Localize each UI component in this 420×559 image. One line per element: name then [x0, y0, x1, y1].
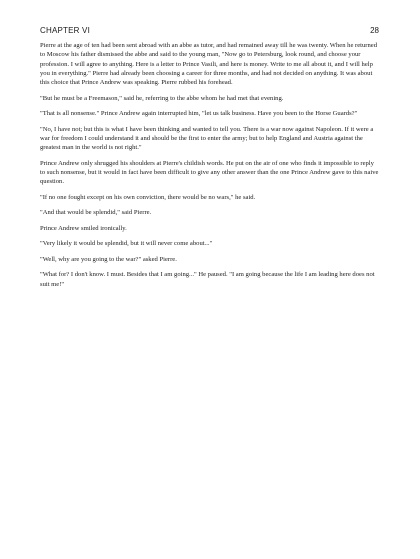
page-number: 28: [370, 26, 379, 35]
paragraph: "Very likely it would be splendid, but it will never come about...": [40, 240, 213, 248]
chapter-heading: CHAPTER VI: [40, 26, 91, 35]
paragraph: Prince Andrew only shrugged his shoulders at Pierre's childish words. He put on the air of one who finds it impossible to reply to such nonsense, but it would in fact have been difficult to give any other answer than the one Prince Andrew gave to this naive question.: [40, 159, 379, 186]
paragraph: "No, I have not; but this is what I have been thinking and wanted to tell you. There is a war now against Napoleon. If it were a war for freedom I could understand it and should be the first to enter the army; but to help England and Austria against the greatest man in the world is not right.": [40, 125, 374, 152]
paragraph: Pierre at the age of ten had been sent abroad with an abbe as tutor, and had remained away till he was twenty. When he returned to Moscow his father dismissed the abbe and said to the young man, "Now go to Petersburg, look round, and choose your profession. I will agree to anything. Here is a letter to Prince Vasili, and here is money. Write to me all about it, and I will help you in everything." Pierre had already been choosing a career for three months, and had not decided on anything. It was about this choice that Prince Andrew was speaking. Pierre rubbed his forehead.: [40, 42, 377, 87]
page-body: [40, 41, 380, 295]
paragraph: Prince Andrew smiled ironically.: [40, 224, 127, 232]
paragraph: "And that would be splendid," said Pierre.: [40, 209, 152, 217]
paragraph: "That is all nonsense." Prince Andrew again interrupted him, "let us talk business. Have you been to the Horse Guards?": [40, 110, 358, 118]
paragraph: "What for? I don't know. I must. Besides that I am going..." He paused. "I am going because the life I am leading here does not suit me!": [40, 271, 375, 288]
paragraph: "But he must be a Freemason," said he, referring to the abbe whom he had met that evening.: [40, 94, 284, 102]
paragraph: "If no one fought except on his own conviction, there would be no wars," he said.: [40, 193, 256, 201]
paragraph: "Well, why are you going to the war?" asked Pierre.: [40, 255, 177, 263]
